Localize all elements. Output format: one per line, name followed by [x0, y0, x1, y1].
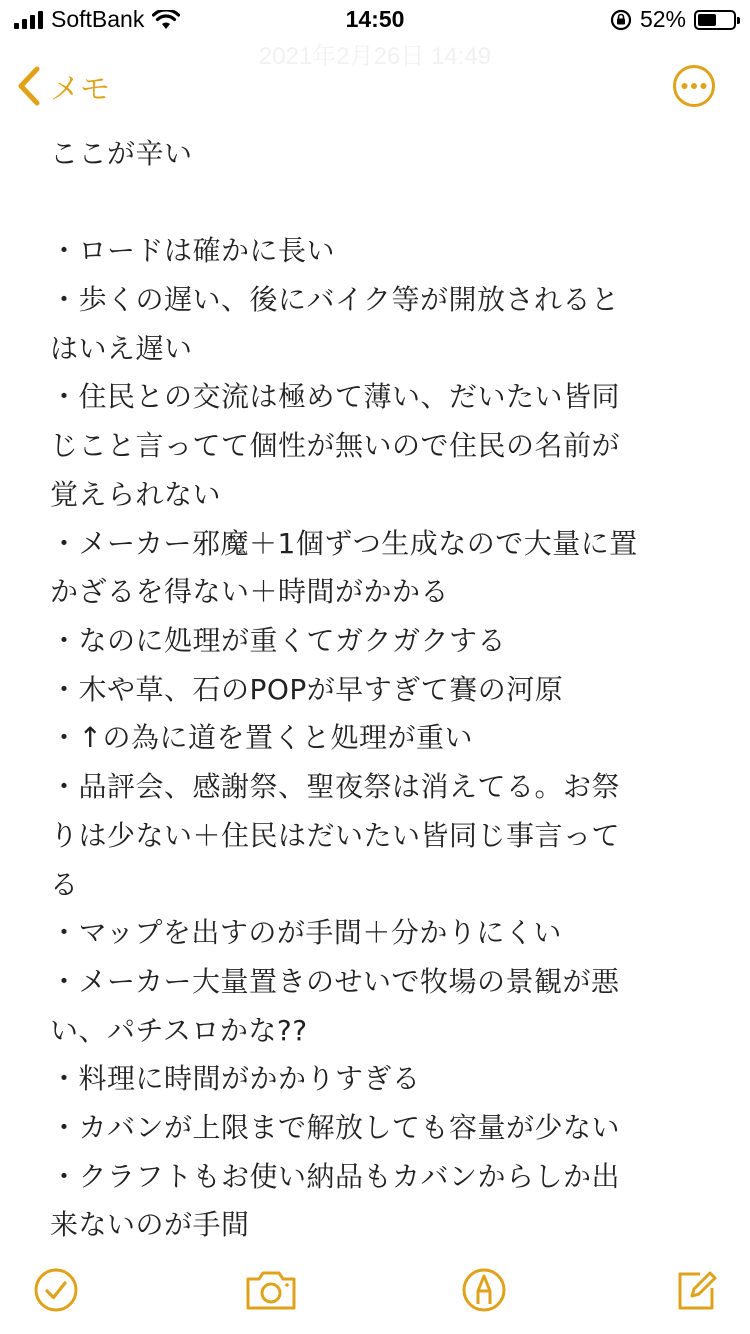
note-title: ここが辛い [50, 137, 193, 170]
note-line: はいえ遅い [50, 331, 193, 365]
note-line: ・クラフトもお使い納品もカバンからしか出 [50, 1159, 621, 1193]
battery-icon [694, 10, 736, 30]
battery-level [698, 14, 716, 26]
note-line: ・マップを出すのが手間＋分かりにくい [50, 916, 562, 950]
ellipsis-circle-icon [672, 64, 716, 108]
blank-line [50, 179, 702, 228]
note-line: い、パチスロかな?? [50, 1013, 308, 1047]
note-line: ・メーカー大量置きのせいで牧場の景観が悪 [50, 964, 620, 998]
markup-icon [458, 1264, 510, 1316]
back-button[interactable] [16, 64, 110, 108]
status-right [610, 6, 736, 33]
markup-button[interactable] [458, 1264, 514, 1320]
note-date: 2021年2月26日 14:49 [258, 43, 492, 70]
compose-icon [670, 1264, 722, 1316]
compose-button[interactable] [670, 1264, 726, 1320]
note-lines [50, 227, 702, 1250]
note-line: ・メーカー邪魔＋1個ずつ生成なので大量に置 [50, 526, 638, 560]
carrier-label: SoftBank [51, 6, 145, 32]
battery-percent: 52% [639, 6, 686, 32]
note-line: ・料理に時間がかかりすぎる [50, 1062, 421, 1096]
chevron-left-icon [16, 65, 42, 107]
camera-icon [242, 1264, 300, 1316]
note-line: ・カバンが上限まで解放しても容量が少ない [50, 1111, 621, 1145]
note-line: 来ないのが手間 [50, 1208, 250, 1242]
note-line: かざるを得ない＋時間がかかる [50, 575, 450, 609]
note-line: ・木や草、石のPOPが早すぎて賽の河原 [50, 672, 564, 706]
note-line: ・住民との交流は極めて薄い、だいたい皆同 [50, 380, 621, 414]
note-line: ・歩くの遅い、後にバイク等が開放されると [50, 283, 620, 317]
note-line: ・ロードは確かに長い [50, 234, 336, 268]
checklist-button[interactable] [30, 1264, 86, 1320]
status-bar [0, 0, 750, 40]
bottom-toolbar [0, 1264, 750, 1324]
checklist-icon [30, 1264, 82, 1316]
note-body[interactable] [50, 130, 702, 1250]
rotation-lock-icon [610, 9, 632, 31]
status-time: 14:50 [345, 6, 405, 32]
note-line: ・なのに処理が重くてガクガクする [50, 624, 507, 657]
navigation-bar [0, 58, 750, 114]
back-label: メモ [50, 72, 110, 107]
note-line: ・↑の為に道を置くと処理が重い [50, 721, 473, 755]
more-button[interactable] [672, 64, 716, 108]
camera-button[interactable] [242, 1264, 300, 1320]
note-line: ・品評会、感謝祭、聖夜祭は消えてる。お祭 [50, 770, 621, 804]
note-line: 覚えられない [50, 477, 222, 511]
note-line: じこと言ってて個性が無いので住民の名前が [50, 429, 621, 463]
note-line: る [50, 867, 79, 901]
note-line: りは少ない＋住民はだいたい皆同じ事言って [50, 818, 621, 852]
